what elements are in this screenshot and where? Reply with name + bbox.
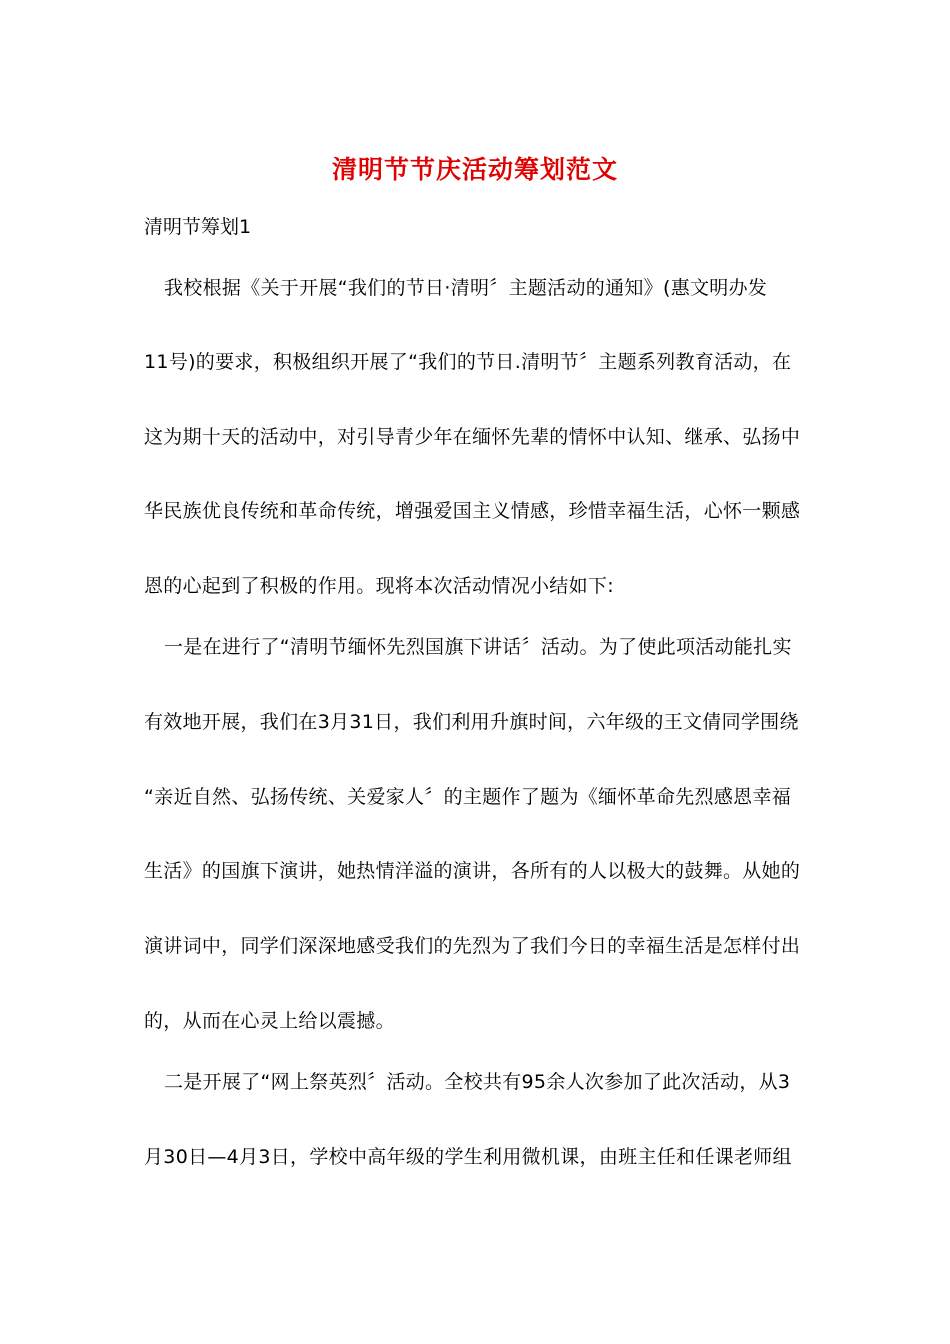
paragraph-line: 二是开展了“网上祭英烈〞活动。全校共有95余人次参加了此次活动，从3 [164, 1071, 791, 1093]
paragraph-line: 演讲词中，同学们深深地感受我们的先烈为了我们今日的幸福生活是怎样付出 [144, 935, 801, 957]
paragraph-line: 生活》的国旗下演讲，她热情洋溢的演讲，各所有的人以极大的鼓舞。从她的 [144, 860, 801, 882]
paragraph-line: “亲近自然、弘扬传统、关爱家人〞的主题作了题为《缅怀革命先烈感恩幸福 [144, 786, 792, 808]
paragraph-line: 我校根据《关于开展“我们的节日·清明〞主题活动的通知》(惠文明办发 [164, 277, 768, 299]
paragraph-line: 的，从而在心灵上给以震撼。 [144, 1010, 395, 1032]
paragraph-line: 这为期十天的活动中，对引导青少年在缅怀先辈的情怀中认知、继承、弘扬中 [144, 426, 801, 448]
paragraph-line: 月30日—4月3日，学校中高年级的学生利用微机课，由班主任和任课老师组 [144, 1146, 792, 1168]
paragraph-line: 恩的心起到了积极的作用。现将本次活动情况小结如下: [144, 575, 614, 597]
document-title: 清明节节庆活动筹划范文 [331, 155, 618, 184]
paragraph-line: 11号)的要求，积极组织开展了“我们的节日.清明节〞主题系列教育活动，在 [144, 351, 792, 373]
paragraph-line: 有效地开展，我们在3月31日，我们利用升旗时间，六年级的王文倩同学围绕 [144, 711, 799, 733]
paragraph-line: 华民族优良传统和革命传统，增强爱国主义情感，珍惜幸福生活，心怀一颗感 [144, 500, 801, 522]
section-heading: 清明节筹划1 [144, 216, 252, 238]
paragraph-line: 一是在进行了“清明节缅怀先烈国旗下讲话〞活动。为了使此项活动能扎实 [164, 636, 792, 658]
